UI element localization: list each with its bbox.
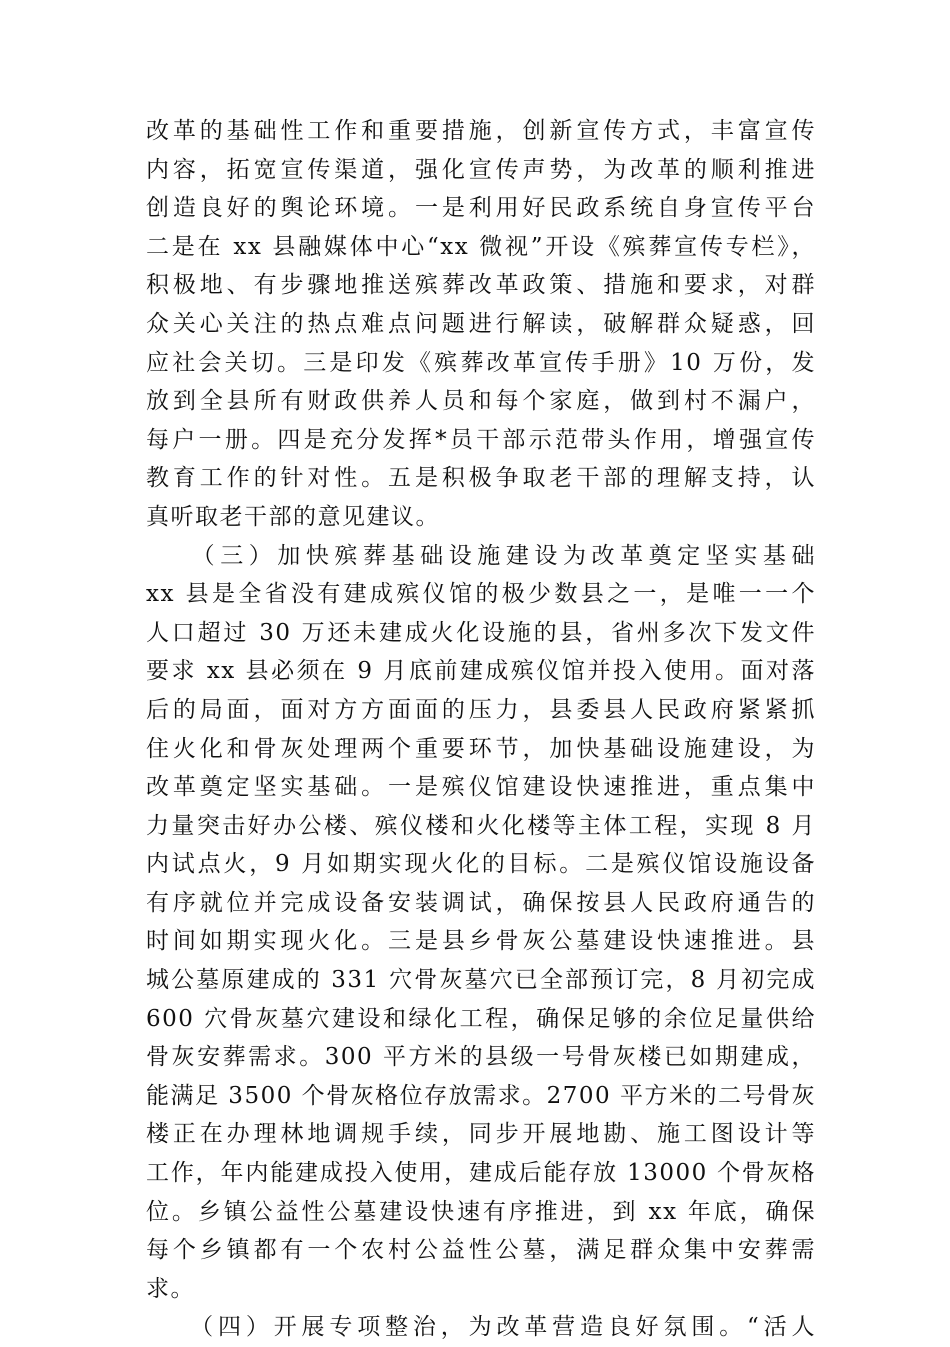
text-line: 积极地、有步骤地推送殡葬改革政策、措施和要求，对群 (146, 272, 816, 299)
text-line: 改革的基础性工作和重要措施，创新宣传方式，丰富宣传 (146, 118, 816, 144)
text-line: 改革奠定坚实基础。一是殡仪馆建设快速推进，重点集中 (146, 774, 816, 801)
text-line: 力量突击好办公楼、殡仪楼和火化楼等主体工程，实现 8 月 (146, 812, 816, 839)
text-line: 能满足 3500 个骨灰格位存放需求。2700 平方米的二号骨灰 (146, 1082, 816, 1109)
text-line: 位。乡镇公益性公墓建设快速有序推进，到 xx 年底，确保 (146, 1198, 816, 1225)
text-line: （三）加快殡葬基础设施建设为改革奠定坚实基础 (146, 542, 816, 569)
text-line: 要求 xx 县必须在 9 月底前建成殡仪馆并投入使用。面对落 (146, 658, 816, 685)
text-line: 真听取老干部的意见建议。 (146, 503, 440, 530)
document-body (146, 112, 816, 1347)
text-line: 时间如期实现火化。三是县乡骨灰公墓建设快速推进。县 (146, 928, 816, 955)
text-line: 后的局面，面对方方面面的压力，县委县人民政府紧紧抓 (146, 696, 816, 723)
text-line: 内容，拓宽宣传渠道，强化宣传声势，为改革的顺利推进 (146, 156, 816, 183)
text-line: 人口超过 30 万还未建成火化设施的县，省州多次下发文件 (146, 619, 816, 646)
text-line: 楼正在办理林地调规手续，同步开展地勘、施工图设计等 (146, 1121, 816, 1148)
text-line: xx 县是全省没有建成殡仪馆的极少数县之一，是唯一一个 (146, 581, 816, 608)
text-line: 应社会关切。三是印发《殡葬改革宣传手册》10 万份，发 (146, 349, 816, 376)
text-line: 创造良好的舆论环境。一是利用好民政系统自身宣传平台 (146, 195, 816, 222)
text-line: 城公墓原建成的 331 穴骨灰墓穴已全部预订完，8 月初完成 (146, 967, 816, 994)
text-line: 每个乡镇都有一个农村公益性公墓，满足群众集中安葬需 (146, 1237, 816, 1264)
text-line: 600 穴骨灰墓穴建设和绿化工程，确保足够的余位足量供给 (146, 1005, 816, 1032)
text-line: 骨灰安葬需求。300 平方米的县级一号骨灰楼已如期建成， (146, 1044, 816, 1071)
text-line: 每户一册。四是充分发挥*员干部示范带头作用，增强宣传 (146, 426, 816, 453)
text-line: 二是在 xx 县融媒体中心“xx 微视”开设《殡葬宣传专栏》， (146, 233, 816, 260)
text-line: 内试点火，9 月如期实现火化的目标。二是殡仪馆设施设备 (146, 851, 816, 878)
text-line: 求。 (146, 1275, 195, 1302)
text-line: 工作，年内能建成投入使用，建成后能存放 13000 个骨灰格 (146, 1160, 816, 1187)
text-line: 众关心关注的热点难点问题进行解读，破解群众疑惑，回 (146, 310, 816, 337)
text-line: 教育工作的针对性。五是积极争取老干部的理解支持，认 (146, 465, 816, 492)
text-line: 有序就位并完成设备安装调试，确保按县人民政府通告的 (146, 889, 816, 916)
text-line: 住火化和骨灰处理两个重要环节，加快基础设施建设，为 (146, 735, 816, 762)
text-line: 放到全县所有财政供养人员和每个家庭，做到村不漏户， (146, 388, 816, 415)
text-line: （四）开展专项整治，为改革营造良好氛围。“活人 (146, 1314, 816, 1341)
